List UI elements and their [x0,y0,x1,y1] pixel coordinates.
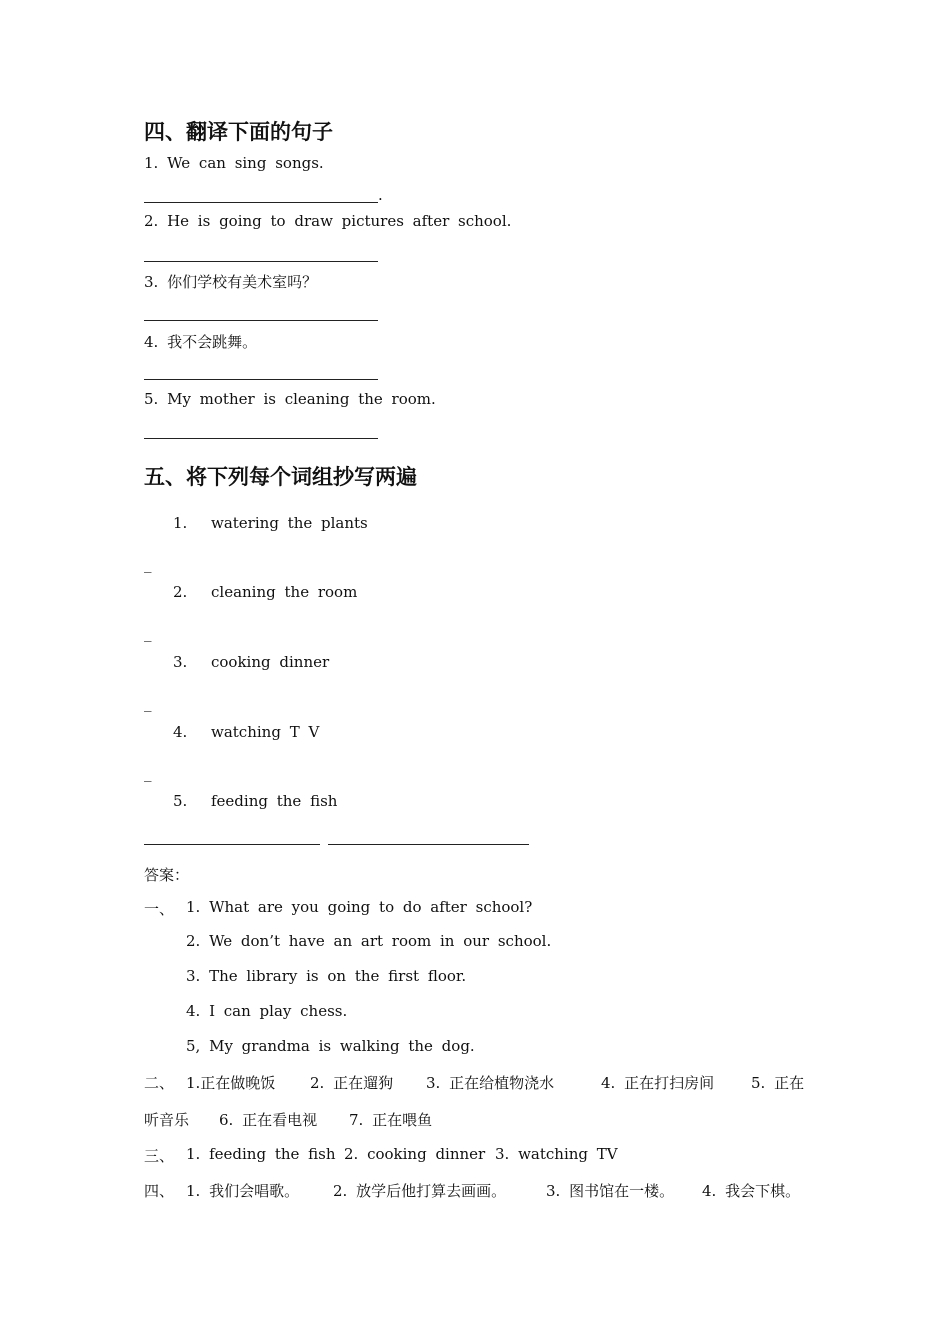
s5-blank-2: _ [144,624,152,642]
answers-part1-prefix: 一、 [144,900,175,918]
s5-item-5-num: 5. [173,792,188,810]
s4-item-3: 3. 你们学校有美术室吗？ [144,273,318,291]
answers-part3-item-1: 1. feeding the fish [186,1145,336,1163]
answers-part2-l2-1: 听音乐 [144,1111,190,1129]
s4-item-5: 5. My mother is cleaning the room. [144,390,436,408]
s5-blank-3: _ [144,694,152,712]
answers-part2-l1-5: 5. 正在 [751,1074,805,1092]
s5-answer-line-b [328,844,529,845]
s5-item-2-text: cleaning the room [211,583,358,601]
answers-part1-item-1: 1. What are you going to do after school? [186,898,533,916]
answers-part2-prefix: 二、 [144,1074,175,1092]
answers-part1-item-2: 2. We don’t have an art room in our school. [186,932,552,950]
s5-item-3-num: 3. [173,653,188,671]
s5-blank-1: _ [144,555,152,573]
section-4-title: 四、翻译下面的句子 [144,120,333,144]
answers-part4-item-3: 3. 图书馆在一楼。 [546,1182,675,1200]
s5-item-1-text: watering the plants [211,514,368,532]
answers-part2-l2-2: 6. 正在看电视 [219,1111,318,1129]
answers-part4-item-4: 4. 我会下棋。 [702,1182,801,1200]
s5-item-4-num: 4. [173,723,188,741]
answers-part4-item-1: 1. 我们会唱歌。 [186,1182,300,1200]
answers-label: 答案： [144,866,190,884]
s5-item-1-num: 1. [173,514,188,532]
s4-line-1-period: . [378,186,383,204]
s4-item-1: 1. We can sing songs. [144,154,324,172]
answers-part4-prefix: 四、 [144,1182,175,1200]
s5-item-4-text: watching T V [211,723,320,741]
answers-part1-item-3: 3. The library is on the first floor. [186,967,467,985]
s4-answer-line-4 [144,379,378,380]
s4-answer-line-3 [144,320,378,321]
answers-part3-prefix: 三、 [144,1147,175,1165]
s5-item-2-num: 2. [173,583,188,601]
answers-part2-l2-3: 7. 正在喂鱼 [349,1111,433,1129]
s5-item-3-text: cooking dinner [211,653,330,671]
answers-part4-item-2: 2. 放学后他打算去画画。 [333,1182,507,1200]
answers-part2-l1-2: 2. 正在遛狗 [310,1074,394,1092]
answers-part3-item-2: 2. cooking dinner [344,1145,486,1163]
answers-part3-item-3: 3. watching TV [495,1145,618,1163]
s4-item-4: 4. 我不会跳舞。 [144,333,258,351]
s5-blank-4: _ [144,764,152,782]
s4-answer-line-2 [144,261,378,262]
s4-answer-line-1 [144,202,378,203]
answers-part2-l1-3: 3. 正在给植物浇水 [426,1074,555,1092]
answers-part2-l1-4: 4. 正在打扫房间 [601,1074,715,1092]
s5-answer-line-a [144,844,320,845]
answers-part2-l1-1: 1.正在做晚饭 [186,1074,276,1092]
s5-item-5-text: feeding the fish [211,792,338,810]
section-5-title: 五、将下列每个词组抄写两遍 [144,465,417,489]
answers-part1-item-4: 4. I can play chess. [186,1002,348,1020]
s4-item-2: 2. He is going to draw pictures after school. [144,212,512,230]
s4-answer-line-5 [144,438,378,439]
answers-part1-item-5: 5, My grandma is walking the dog. [186,1037,475,1055]
